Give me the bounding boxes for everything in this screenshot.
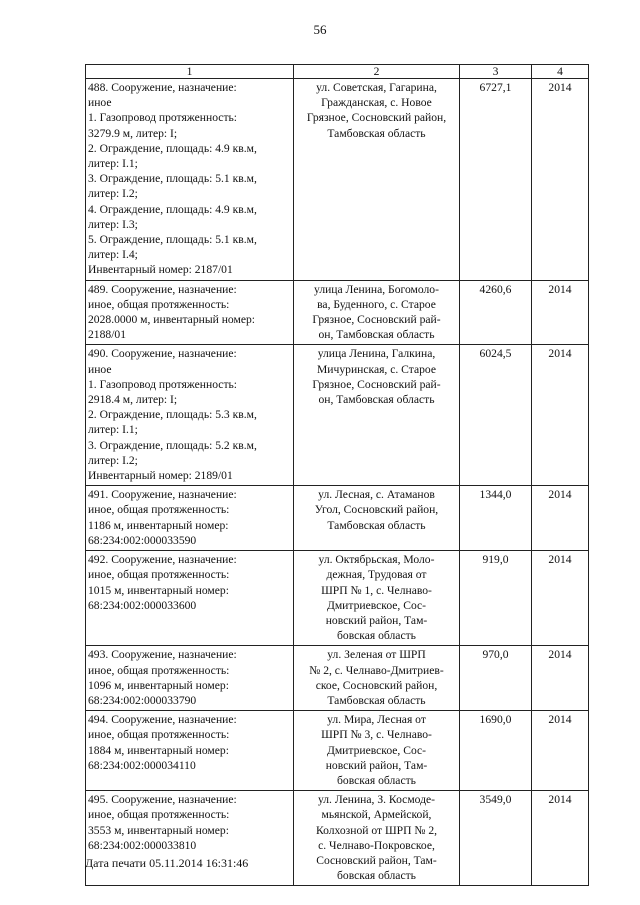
- description-line: Инвентарный номер: 2189/01: [88, 469, 233, 483]
- table-row: [86, 711, 589, 791]
- description-line: 1. Газопровод протяженность:: [88, 377, 238, 391]
- description-line: 2. Ограждение, площадь: 4.9 кв.м,: [88, 141, 257, 155]
- address-line: новский район, Там-: [325, 758, 428, 772]
- structure-description-cell: [86, 345, 294, 486]
- structure-description-cell: [86, 280, 294, 345]
- address-line: Угол, Сосновский район,: [314, 503, 439, 517]
- column-header-2: 2: [294, 65, 460, 79]
- year-cell: 2014: [532, 345, 589, 486]
- address-cell: [294, 280, 460, 345]
- description-line: 68:234:002:000033600: [88, 598, 197, 612]
- description-line: 495. Сооружение, назначение:: [88, 793, 237, 807]
- value-cell: 970,0: [460, 646, 532, 711]
- table-row: [86, 345, 589, 486]
- structure-description-cell: [86, 646, 294, 711]
- address-cell: [294, 646, 460, 711]
- address-line: бовская область: [337, 773, 416, 787]
- description-line: 490. Сооружение, назначение:: [88, 347, 237, 361]
- description-line: 4. Ограждение, площадь: 4.9 кв.м,: [88, 202, 257, 216]
- description-line: иное: [88, 96, 112, 110]
- description-line: иное: [88, 362, 112, 376]
- address-line: Дмитриевское, Сос-: [326, 743, 427, 757]
- table-row: [86, 486, 589, 551]
- address-line: ул. Зеленая от ШРП: [327, 648, 426, 662]
- structure-description-cell: [86, 551, 294, 646]
- description-line: иное, общая протяженность:: [88, 568, 230, 582]
- column-header-3: 3: [460, 65, 532, 79]
- structure-description-cell: [86, 791, 294, 886]
- address-cell: [294, 711, 460, 791]
- table-header: [86, 65, 589, 79]
- description-line: литер: I.2;: [88, 187, 138, 201]
- year-cell: 2014: [532, 551, 589, 646]
- description-line: 3553 м, инвентарный номер:: [88, 823, 229, 837]
- address-line: ШРП № 3, с. Челнаво-: [321, 728, 432, 742]
- year-cell: 2014: [532, 79, 589, 281]
- description-line: 3. Ограждение, площадь: 5.2 кв.м,: [88, 438, 257, 452]
- table-row: [86, 551, 589, 646]
- year-cell: 2014: [532, 486, 589, 551]
- address-line: ул. Советская, Гагарина,: [316, 81, 437, 94]
- description-line: 68:234:002:000033790: [88, 693, 197, 707]
- description-line: 3279.9 м, литер: I;: [88, 126, 178, 140]
- value-cell: 6727,1: [460, 79, 532, 281]
- description-line: иное, общая протяженность:: [88, 808, 230, 822]
- description-line: 68:234:002:000034110: [88, 758, 196, 772]
- description-line: 493. Сооружение, назначение:: [88, 648, 237, 662]
- address-line: он, Тамбовская область: [318, 393, 435, 407]
- table-row: [86, 646, 589, 711]
- description-line: 1015 м, инвентарный номер:: [88, 583, 229, 597]
- address-line: он, Тамбовская область: [318, 328, 435, 342]
- value-cell: 919,0: [460, 551, 532, 646]
- year-cell: 2014: [532, 646, 589, 711]
- description-line: 5. Ограждение, площадь: 5.1 кв.м,: [88, 233, 257, 247]
- address-line: Тамбовская область: [327, 518, 426, 532]
- description-line: 488. Сооружение, назначение:: [88, 81, 237, 94]
- address-line: Грязное, Сосновский рай-: [312, 377, 441, 391]
- description-line: иное, общая протяженность:: [88, 728, 230, 742]
- description-line: иное, общая протяженность:: [88, 663, 230, 677]
- description-line: 491. Сооружение, назначение:: [88, 488, 237, 502]
- property-registry-table: [85, 64, 589, 886]
- address-line: № 2, с. Челнаво-Дмитриев-: [309, 663, 444, 677]
- address-cell: [294, 486, 460, 551]
- description-line: 2028.0000 м, инвентарный номер:: [88, 313, 255, 327]
- column-header-4: 4: [532, 65, 589, 79]
- description-line: 2. Ограждение, площадь: 5.3 кв.м,: [88, 408, 257, 422]
- address-line: Гражданская, с. Новое: [321, 96, 432, 110]
- description-line: 489. Сооружение, назначение:: [88, 282, 237, 296]
- address-line: Сосновский район, Там-: [316, 853, 437, 867]
- description-line: 492. Сооружение, назначение:: [88, 553, 237, 567]
- address-line: улица Ленина, Галкина,: [317, 347, 436, 361]
- address-cell: [294, 79, 460, 281]
- description-line: литер: I.1;: [88, 157, 138, 171]
- address-line: улица Ленина, Богомоло-: [314, 282, 439, 296]
- address-line: Мичуринская, с. Старое: [317, 362, 436, 376]
- address-line: ШРП № 1, с. Челнаво-: [321, 583, 432, 597]
- value-cell: 3549,0: [460, 791, 532, 886]
- structure-description-cell: [86, 711, 294, 791]
- address-cell: [294, 791, 460, 886]
- description-line: 3. Ограждение, площадь: 5.1 кв.м,: [88, 172, 257, 186]
- description-line: 68:234:002:000033590: [88, 533, 197, 547]
- address-line: ул. Ленина, З. Космоде-: [317, 793, 436, 807]
- address-line: бовская область: [337, 869, 416, 883]
- column-header-1: 1: [86, 65, 294, 79]
- address-line: Дмитриевское, Сос-: [326, 598, 427, 612]
- description-line: литер: I.4;: [88, 248, 138, 262]
- description-line: 1884 м, инвентарный номер:: [88, 743, 229, 757]
- table-row: [86, 280, 589, 345]
- address-line: ское, Сосновский район,: [315, 678, 438, 692]
- value-cell: 4260,6: [460, 280, 532, 345]
- header-row: [86, 65, 589, 79]
- description-line: иное, общая протяженность:: [88, 503, 230, 517]
- year-cell: 2014: [532, 711, 589, 791]
- address-line: ул. Октябрьская, Моло-: [318, 553, 435, 567]
- year-cell: 2014: [532, 791, 589, 886]
- table-body: [86, 79, 589, 886]
- address-line: с. Челнаво-Покровское,: [318, 838, 435, 852]
- address-line: ул. Мира, Лесная от: [327, 713, 426, 727]
- description-line: иное, общая протяженность:: [88, 297, 230, 311]
- description-line: литер: I.2;: [88, 453, 138, 467]
- address-line: мьянской, Армейской,: [321, 808, 432, 822]
- description-line: 1186 м, инвентарный номер:: [88, 518, 229, 532]
- address-line: ва, Буденного, с. Старое: [317, 297, 436, 311]
- address-cell: [294, 345, 460, 486]
- address-line: Тамбовская область: [327, 693, 426, 707]
- description-line: Инвентарный номер: 2187/01: [88, 263, 233, 277]
- description-line: литер: I.3;: [88, 217, 138, 231]
- description-line: 68:234:002:000033810: [88, 838, 197, 852]
- address-line: дежная, Трудовая от: [326, 568, 427, 582]
- address-line: новский район, Там-: [325, 613, 428, 627]
- year-cell: 2014: [532, 280, 589, 345]
- address-line: Грязное, Сосновский рай-: [312, 313, 441, 327]
- address-line: Тамбовская область: [327, 126, 426, 140]
- page-number: 56: [313, 22, 327, 37]
- structure-description-cell: [86, 486, 294, 551]
- address-line: ул. Лесная, с. Атаманов: [318, 488, 435, 502]
- value-cell: 1344,0: [460, 486, 532, 551]
- table-row: [86, 791, 589, 886]
- description-line: 2918.4 м, литер: I;: [88, 393, 178, 407]
- address-line: бовская область: [337, 629, 416, 643]
- value-cell: 6024,5: [460, 345, 532, 486]
- description-line: 494. Сооружение, назначение:: [88, 713, 237, 727]
- print-date-footer: Дата печати 05.11.2014 16:31:46: [85, 856, 249, 870]
- description-line: 1096 м, инвентарный номер:: [88, 678, 229, 692]
- description-line: 1. Газопровод протяженность:: [88, 111, 238, 125]
- description-line: литер: I.1;: [88, 423, 138, 437]
- structure-description-cell: [86, 79, 294, 281]
- address-line: Колхозной от ШРП № 2,: [315, 823, 438, 837]
- value-cell: 1690,0: [460, 711, 532, 791]
- description-line: 2188/01: [88, 328, 127, 342]
- address-cell: [294, 551, 460, 646]
- address-line: Грязное, Сосновский район,: [306, 111, 447, 125]
- table-row: [86, 79, 589, 281]
